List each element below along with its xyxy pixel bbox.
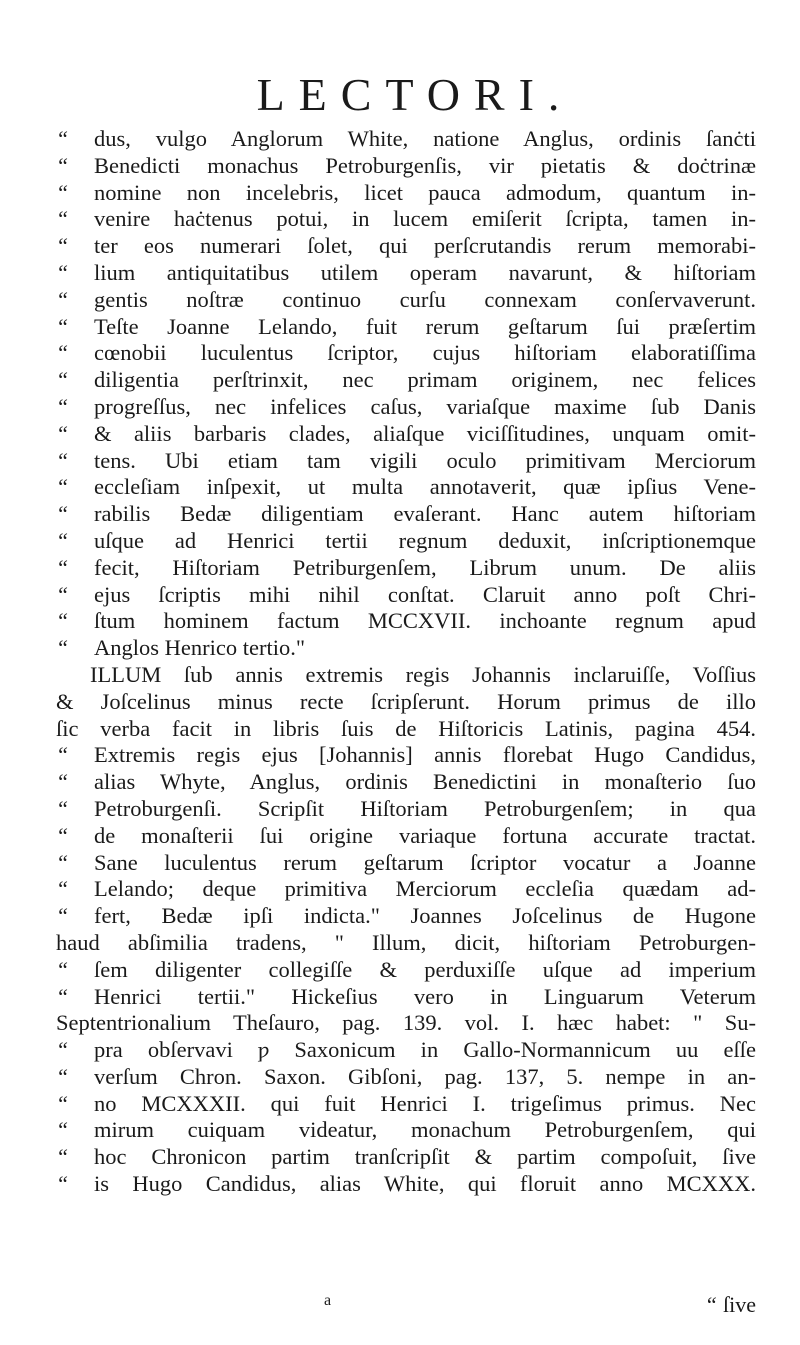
running-head: LECTORI.: [256, 69, 574, 120]
catchword-quote-mark: “: [704, 1292, 717, 1317]
quote-mark: “: [56, 313, 69, 339]
text-line: [56, 608, 756, 635]
line-text: cœnobii luculentus ſcriptor, cujus hiſtoriam elaboratiſſima: [94, 340, 756, 366]
line-text: Henrici tertii." Hickeſius vero in Linguarum Veterum: [94, 983, 756, 1009]
line-text: diligentia perſtrinxit, nec primam originem, nec felices: [94, 367, 756, 393]
quote-mark: “: [56, 1090, 69, 1116]
line-text: ſic verba facit in libris ſuis de Hiſtoricis Latinis, pagina 454.: [56, 715, 756, 741]
text-line: [56, 903, 756, 930]
quote-mark: “: [56, 233, 69, 259]
line-text: uſque ad Henrici tertii regnum deduxit, inſcriptionemque: [94, 527, 756, 553]
line-text: ſtum hominem factum MCCXVII. inchoante regnum apud: [94, 608, 756, 634]
quote-mark: “: [56, 286, 69, 312]
quote-mark: “: [56, 795, 69, 821]
text-line: [56, 823, 756, 850]
text-line: [56, 367, 756, 394]
text-line: [56, 1064, 756, 1091]
quote-mark: “: [56, 956, 69, 982]
quote-mark: “: [56, 608, 69, 634]
quote-mark: “: [56, 1037, 69, 1063]
line-text: alias Whyte, Anglus, ordinis Benedictini in monaſterio ſuo: [94, 769, 756, 795]
line-text: is Hugo Candidus, alias White, qui floruit anno MCXXX.: [94, 1171, 756, 1197]
text-line: [56, 1117, 756, 1144]
quote-mark: “: [56, 340, 69, 366]
catchword: [705, 1292, 756, 1318]
line-text: & Joſcelinus minus recte ſcripſerunt. Horum primus de illo: [56, 688, 756, 714]
line-text: lium antiquitatibus utilem operam navarunt, & hiſtoriam: [94, 259, 756, 285]
text-line: [56, 287, 756, 314]
text-line: [56, 1010, 756, 1037]
line-text: gentis noſtræ continuo curſu connexam conſervaverunt.: [94, 286, 756, 312]
line-text: tens. Ubi etiam tam vigili oculo primitivam Merciorum: [94, 447, 756, 473]
text-line: [56, 957, 756, 984]
line-text: Anglos Henrico tertio.": [94, 635, 306, 661]
line-text: Benedicti monachus Petroburgenſis, vir pietatis & doċtrinæ: [94, 152, 756, 178]
quote-mark: “: [56, 742, 69, 768]
text-line: [56, 1037, 756, 1064]
text-line: [56, 689, 756, 716]
text-line: [56, 662, 756, 689]
line-text: Sane luculentus rerum geſtarum ſcriptor vocatur a Joanne: [94, 849, 756, 875]
line-text: verſum Chron. Saxon. Gibſoni, pag. 137, 5. nempe in an-: [94, 1063, 756, 1089]
quote-mark: “: [56, 903, 69, 929]
text-line: [56, 582, 756, 609]
quote-mark: “: [56, 527, 69, 553]
quote-mark: “: [56, 1063, 69, 1089]
line-text: pra obſervavi ƿ Saxonicum in Gallo-Normannicum uu eſſe: [94, 1037, 756, 1063]
text-line: [56, 501, 756, 528]
body-text: [56, 126, 756, 1198]
text-line: [56, 555, 756, 582]
quote-mark: “: [56, 447, 69, 473]
quote-mark: “: [56, 822, 69, 848]
text-line: [56, 796, 756, 823]
quote-mark: “: [56, 367, 69, 393]
quote-mark: “: [56, 474, 69, 500]
text-line: [56, 394, 756, 421]
line-text: ejus ſcriptis mihi nihil conſtat. Claruit anno poſt Chri-: [94, 581, 756, 607]
line-text: dus, vulgo Anglorum White, natione Anglus, ordinis ſanċti: [94, 126, 756, 151]
text-line: [56, 314, 756, 341]
quote-mark: “: [56, 769, 69, 795]
line-text: Teſte Joanne Lelando, fuit rerum geſtarum ſui præſertim: [94, 313, 756, 339]
text-line: [56, 1171, 756, 1198]
text-line: [56, 635, 756, 662]
quote-mark: “: [56, 1144, 69, 1170]
text-line: [56, 769, 756, 796]
line-text: Extremis regis ejus [Johannis] annis florebat Hugo Candidus,: [94, 742, 756, 768]
text-line: [56, 260, 756, 287]
quote-mark: “: [56, 849, 69, 875]
text-line: [56, 528, 756, 555]
line-text: & aliis barbaris clades, aliaſque viciſſitudines, unquam omit-: [94, 420, 756, 446]
line-text: venire haċtenus potui, in lucem emiſerit ſcripta, tamen in-: [94, 206, 756, 232]
line-text: progreſſus, nec infelices caſus, variaſque maxime ſub Danis: [94, 393, 756, 419]
catchword-text: ſive: [723, 1292, 756, 1317]
text-line: [56, 474, 756, 501]
text-line: [56, 233, 756, 260]
line-text: fecit, Hiſtoriam Petriburgenſem, Librum unum. De aliis: [94, 554, 756, 580]
line-text: ILLUM ſub annis extremis regis Johannis inclaruiſſe, Voſſius: [90, 661, 756, 687]
quote-mark: “: [56, 983, 69, 1009]
quote-mark: “: [56, 635, 69, 661]
line-text: mirum cuiquam videatur, monachum Petroburgenſem, qui: [94, 1117, 756, 1143]
quote-mark: “: [56, 259, 69, 285]
line-text: Septentrionalium Theſauro, pag. 139. vol. I. hæc habet: " Su-: [56, 1010, 756, 1036]
text-line: [56, 421, 756, 448]
text-line: [56, 340, 756, 367]
text-line: [56, 180, 756, 207]
line-text: nomine non incelebris, licet pauca admodum, quantum in-: [94, 179, 756, 205]
text-line: [56, 206, 756, 233]
text-line: [56, 448, 756, 475]
line-text: rabilis Bedæ diligentiam evaſerant. Hanc autem hiſtoriam: [94, 501, 756, 527]
page-footer: [56, 1292, 756, 1322]
quote-mark: “: [56, 152, 69, 178]
text-line: [56, 1091, 756, 1118]
text-line: [56, 930, 756, 957]
text-line: [56, 984, 756, 1011]
line-text: haud abſimilia tradens, " Illum, dicit, hiſtoriam Petroburgen-: [56, 929, 756, 955]
line-text: Lelando; deque primitiva Merciorum eccleſia quædam ad-: [94, 876, 756, 902]
line-text: no MCXXXII. qui fuit Henrici I. trigeſimus primus. Nec: [94, 1090, 756, 1116]
quote-mark: “: [56, 393, 69, 419]
quote-mark: “: [56, 876, 69, 902]
quote-mark: “: [56, 554, 69, 580]
quote-mark: “: [56, 179, 69, 205]
text-line: [56, 742, 756, 769]
text-line: [56, 1144, 756, 1171]
quote-mark: “: [56, 420, 69, 446]
quote-mark: “: [56, 206, 69, 232]
quote-mark: “: [56, 1117, 69, 1143]
quote-mark: “: [56, 126, 69, 151]
text-line: [56, 850, 756, 877]
line-text: hoc Chronicon partim tranſcripſit & partim compoſuit, ſive: [94, 1144, 756, 1170]
text-line: [56, 153, 756, 180]
text-line: [56, 716, 756, 743]
line-text: eccleſiam inſpexit, ut multa annotaverit, quæ ipſius Vene-: [94, 474, 756, 500]
line-text: de monaſterii ſui origine variaque fortuna accurate tractat.: [94, 822, 756, 848]
line-text: ſem diligenter collegiſſe & perduxiſſe uſque ad imperium: [94, 956, 756, 982]
quote-mark: “: [56, 1171, 69, 1197]
signature-mark: a: [324, 1292, 332, 1309]
quote-mark: “: [56, 581, 69, 607]
line-text: fert, Bedæ ipſi indicta." Joannes Joſcelinus de Hugone: [94, 903, 756, 929]
line-text: ter eos numerari ſolet, qui perſcrutandis rerum memorabi-: [94, 233, 756, 259]
text-line: [56, 126, 756, 153]
line-text: Petroburgenſi. Scripſit Hiſtoriam Petroburgenſem; in qua: [94, 795, 756, 821]
quote-mark: “: [56, 501, 69, 527]
text-line: [56, 876, 756, 903]
